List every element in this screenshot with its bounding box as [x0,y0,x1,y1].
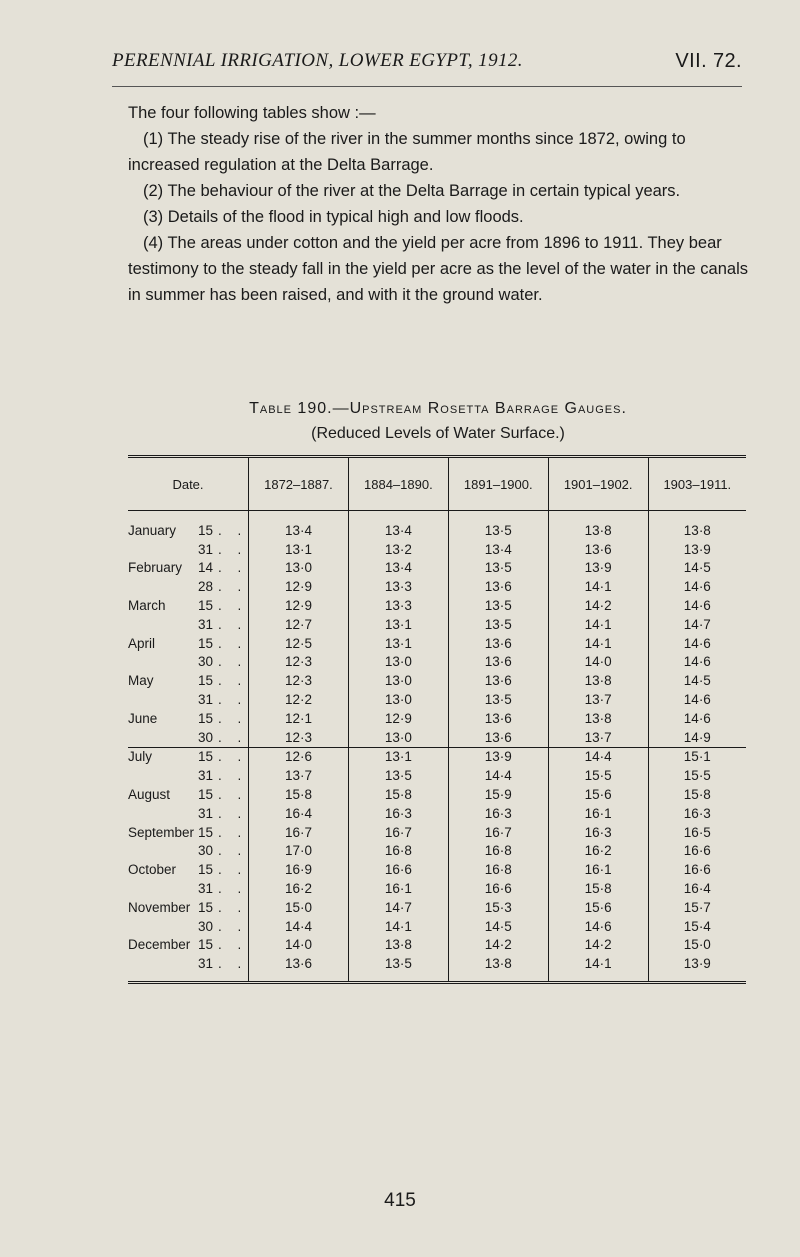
day-label: 15 [198,522,214,538]
table-row [128,879,746,898]
intro-lead: The four following tables show :— [128,104,376,122]
day-label: 15 [198,673,214,689]
level-cell: 14·6 [648,653,746,672]
level-cell: 15·5 [648,766,746,785]
level-cell: 14·5 [448,917,548,936]
level-cell: 16·8 [448,860,548,879]
leader-dots: . . [218,579,248,595]
level-cell: 13·6 [448,577,548,596]
level-cell: 13·1 [348,615,448,634]
level-cell: 15·6 [548,898,648,917]
month-label: April [128,635,156,651]
leader-dots: . . [218,541,248,557]
level-cell: 13·0 [348,728,448,747]
col-header-date: Date. [128,457,249,511]
leader-dots: . . [218,918,248,934]
table-row [128,511,746,540]
level-cell: 17·0 [249,842,349,861]
level-cell: 16·6 [648,860,746,879]
section-number: VII. 72. [675,50,742,72]
level-cell: 16·3 [348,804,448,823]
level-cell: 13·9 [648,540,746,559]
date-cell [128,690,249,709]
level-cell: 13·6 [448,709,548,728]
level-cell: 15·7 [648,898,746,917]
month-label: July [128,749,153,765]
level-cell: 15·1 [648,747,746,766]
table-subtitle: (Reduced Levels of Water Surface.) [311,425,565,442]
level-cell: 13·5 [348,954,448,982]
level-cell: 13·6 [448,728,548,747]
level-cell: 12·3 [249,728,349,747]
level-cell: 16·1 [548,860,648,879]
table-row [128,898,746,917]
date-cell [128,954,249,982]
date-cell [128,785,249,804]
level-cell: 12·6 [249,747,349,766]
level-cell: 12·5 [249,634,349,653]
level-cell: 13·5 [448,615,548,634]
level-cell: 13·0 [348,671,448,690]
level-cell: 13·4 [249,511,349,540]
col-header-period: 1884–1890. [348,457,448,511]
date-cell [128,747,249,766]
day-label: 31 [198,881,214,897]
day-label: 31 [198,805,214,821]
leader-dots: . . [218,522,248,538]
table-body [128,511,746,983]
level-cell: 16·3 [448,804,548,823]
date-cell [128,577,249,596]
date-cell [128,709,249,728]
col-header-period: 1872–1887. [249,457,349,511]
table-header-row [128,457,746,511]
level-cell: 14·4 [448,766,548,785]
level-cell: 16·4 [249,804,349,823]
day-label: 31 [198,616,214,632]
leader-dots: . . [218,749,248,765]
table-row [128,766,746,785]
level-cell: 12·3 [249,653,349,672]
day-label: 15 [198,824,214,840]
level-cell: 14·6 [648,577,746,596]
date-cell [128,653,249,672]
level-cell: 13·6 [448,671,548,690]
level-cell: 14·2 [548,936,648,955]
day-label: 15 [198,787,214,803]
intro-item: (4) The areas under cotton and the yield per acre from 1896 to 1911. They bear testimony to the steady fall in the yield per acre as the level of the water in the canals in summer has been raised, and with it the ground water. [128,234,749,304]
level-cell: 12·9 [249,596,349,615]
level-cell: 13·2 [348,540,448,559]
running-title: PERENNIAL IRRIGATION, LOWER EGYPT, 1912. [112,50,523,71]
level-cell: 14·1 [548,577,648,596]
level-cell: 16·5 [648,823,746,842]
level-cell: 15·8 [249,785,349,804]
level-cell: 14·2 [548,596,648,615]
date-cell [128,898,249,917]
level-cell: 13·4 [448,540,548,559]
date-cell [128,879,249,898]
col-header-period: 1901–1902. [548,457,648,511]
level-cell: 13·3 [348,596,448,615]
leader-dots: . . [218,881,248,897]
level-cell: 15·8 [648,785,746,804]
level-cell: 14·5 [648,559,746,578]
month-label: November [128,899,191,915]
level-cell: 15·3 [448,898,548,917]
level-cell: 16·7 [348,823,448,842]
level-cell: 13·8 [548,671,648,690]
level-cell: 13·6 [548,540,648,559]
day-label: 31 [198,541,214,557]
leader-dots: . . [218,673,248,689]
level-cell: 13·5 [348,766,448,785]
month-label: September [128,824,195,840]
date-cell [128,596,249,615]
table-row [128,954,746,982]
day-label: 30 [198,843,214,859]
month-label: January [128,522,177,538]
level-cell: 13·5 [448,511,548,540]
day-label: 31 [198,956,214,972]
header-rule [112,86,742,87]
leader-dots: . . [218,956,248,972]
level-cell: 16·6 [348,860,448,879]
level-cell: 13·1 [249,540,349,559]
date-cell [128,559,249,578]
level-cell: 15·6 [548,785,648,804]
table-row [128,615,746,634]
level-cell: 12·9 [249,577,349,596]
date-cell [128,823,249,842]
leader-dots: . . [218,635,248,651]
day-label: 15 [198,862,214,878]
table-row [128,823,746,842]
date-cell [128,842,249,861]
level-cell: 14·6 [548,917,648,936]
date-cell [128,634,249,653]
level-cell: 13·8 [348,936,448,955]
table-row [128,917,746,936]
level-cell: 14·2 [448,936,548,955]
level-cell: 14·6 [648,634,746,653]
level-cell: 14·0 [548,653,648,672]
day-label: 15 [198,710,214,726]
month-label: December [128,937,191,953]
leader-dots: . . [218,824,248,840]
date-cell [128,936,249,955]
table-row [128,559,746,578]
day-label: 15 [198,749,214,765]
leader-dots: . . [218,768,248,784]
day-label: 30 [198,918,214,934]
level-cell: 16·7 [249,823,349,842]
level-cell: 15·9 [448,785,548,804]
table-caption [128,396,748,446]
date-cell [128,540,249,559]
month-label: February [128,560,183,576]
date-cell [128,917,249,936]
date-cell [128,766,249,785]
leader-dots: . . [218,710,248,726]
level-cell: 16·1 [548,804,648,823]
table-row [128,653,746,672]
intro-text [128,100,750,308]
month-label: May [128,673,154,689]
level-cell: 14·1 [548,634,648,653]
level-cell: 13·7 [548,728,648,747]
level-cell: 13·8 [548,709,648,728]
day-label: 31 [198,692,214,708]
leader-dots: . . [218,899,248,915]
leader-dots: . . [218,598,248,614]
level-cell: 13·4 [348,511,448,540]
date-cell [128,804,249,823]
table-row [128,577,746,596]
day-label: 30 [198,654,214,670]
table-row [128,842,746,861]
level-cell: 16·6 [648,842,746,861]
leader-dots: . . [218,616,248,632]
level-cell: 16·2 [548,842,648,861]
date-cell [128,671,249,690]
month-label: October [128,862,177,878]
level-cell: 13·0 [348,690,448,709]
level-cell: 14·5 [648,671,746,690]
table-row [128,690,746,709]
leader-dots: . . [218,843,248,859]
level-cell: 16·4 [648,879,746,898]
level-cell: 12·1 [249,709,349,728]
day-label: 15 [198,635,214,651]
intro-item: (2) The behaviour of the river at the Delta Barrage in certain typical years. [143,182,681,200]
level-cell: 13·5 [448,559,548,578]
level-cell: 13·4 [348,559,448,578]
day-label: 15 [198,899,214,915]
date-cell [128,511,249,540]
month-label: March [128,598,166,614]
level-cell: 15·0 [648,936,746,955]
level-cell: 16·8 [348,842,448,861]
level-cell: 14·1 [548,615,648,634]
level-cell: 15·0 [249,898,349,917]
leader-dots: . . [218,692,248,708]
level-cell: 16·3 [548,823,648,842]
gauge-table [128,455,746,984]
date-cell [128,615,249,634]
date-cell [128,728,249,747]
day-label: 14 [198,560,214,576]
level-cell: 16·6 [448,879,548,898]
level-cell: 14·6 [648,709,746,728]
date-cell [128,860,249,879]
table-row [128,785,746,804]
table-title: Table 190.—Upstream Rosetta Barrage Gauges. [249,400,627,417]
level-cell: 15·8 [548,879,648,898]
leader-dots: . . [218,560,248,576]
table-row [128,804,746,823]
level-cell: 14·1 [348,917,448,936]
level-cell: 16·9 [249,860,349,879]
level-cell: 14·0 [249,936,349,955]
level-cell: 13·5 [448,596,548,615]
level-cell: 12·2 [249,690,349,709]
level-cell: 16·7 [448,823,548,842]
day-label: 15 [198,598,214,614]
table-row [128,540,746,559]
intro-item: (1) The steady rise of the river in the summer months since 1872, owing to increased regulation at the Delta Barrage. [128,130,686,174]
day-label: 30 [198,729,214,745]
level-cell: 13·9 [448,747,548,766]
level-cell: 13·7 [548,690,648,709]
leader-dots: . . [218,805,248,821]
level-cell: 13·8 [448,954,548,982]
leader-dots: . . [218,654,248,670]
leader-dots: . . [218,729,248,745]
page-number: 415 [384,1190,416,1211]
level-cell: 14·9 [648,728,746,747]
level-cell: 14·1 [548,954,648,982]
level-cell: 14·6 [648,690,746,709]
month-label: June [128,710,158,726]
level-cell: 13·0 [249,559,349,578]
table-row [128,728,746,747]
month-label: August [128,787,171,803]
level-cell: 15·5 [548,766,648,785]
level-cell: 12·9 [348,709,448,728]
level-cell: 13·9 [648,954,746,982]
table-row [128,596,746,615]
table-row [128,634,746,653]
level-cell: 13·9 [548,559,648,578]
gauge-table-wrap [128,455,746,984]
day-label: 31 [198,768,214,784]
level-cell: 16·8 [448,842,548,861]
table-row [128,860,746,879]
level-cell: 16·3 [648,804,746,823]
intro-item: (3) Details of the flood in typical high and low floods. [143,208,524,226]
day-label: 28 [198,579,214,595]
level-cell: 13·0 [348,653,448,672]
level-cell: 13·7 [249,766,349,785]
level-cell: 16·2 [249,879,349,898]
level-cell: 13·1 [348,634,448,653]
col-header-period: 1903–1911. [648,457,746,511]
table-row [128,936,746,955]
table-row [128,709,746,728]
level-cell: 14·6 [648,596,746,615]
leader-dots: . . [218,787,248,803]
level-cell: 15·8 [348,785,448,804]
leader-dots: . . [218,862,248,878]
level-cell: 14·7 [348,898,448,917]
level-cell: 13·5 [448,690,548,709]
level-cell: 13·6 [448,653,548,672]
level-cell: 12·3 [249,671,349,690]
level-cell: 13·3 [348,577,448,596]
table-row [128,747,746,766]
level-cell: 14·4 [249,917,349,936]
level-cell: 16·1 [348,879,448,898]
level-cell: 13·8 [548,511,648,540]
level-cell: 13·1 [348,747,448,766]
table-row [128,671,746,690]
level-cell: 14·7 [648,615,746,634]
level-cell: 13·6 [249,954,349,982]
col-header-period: 1891–1900. [448,457,548,511]
day-label: 15 [198,937,214,953]
level-cell: 13·8 [648,511,746,540]
level-cell: 15·4 [648,917,746,936]
running-header [112,50,742,72]
level-cell: 14·4 [548,747,648,766]
level-cell: 13·6 [448,634,548,653]
leader-dots: . . [218,937,248,953]
level-cell: 12·7 [249,615,349,634]
